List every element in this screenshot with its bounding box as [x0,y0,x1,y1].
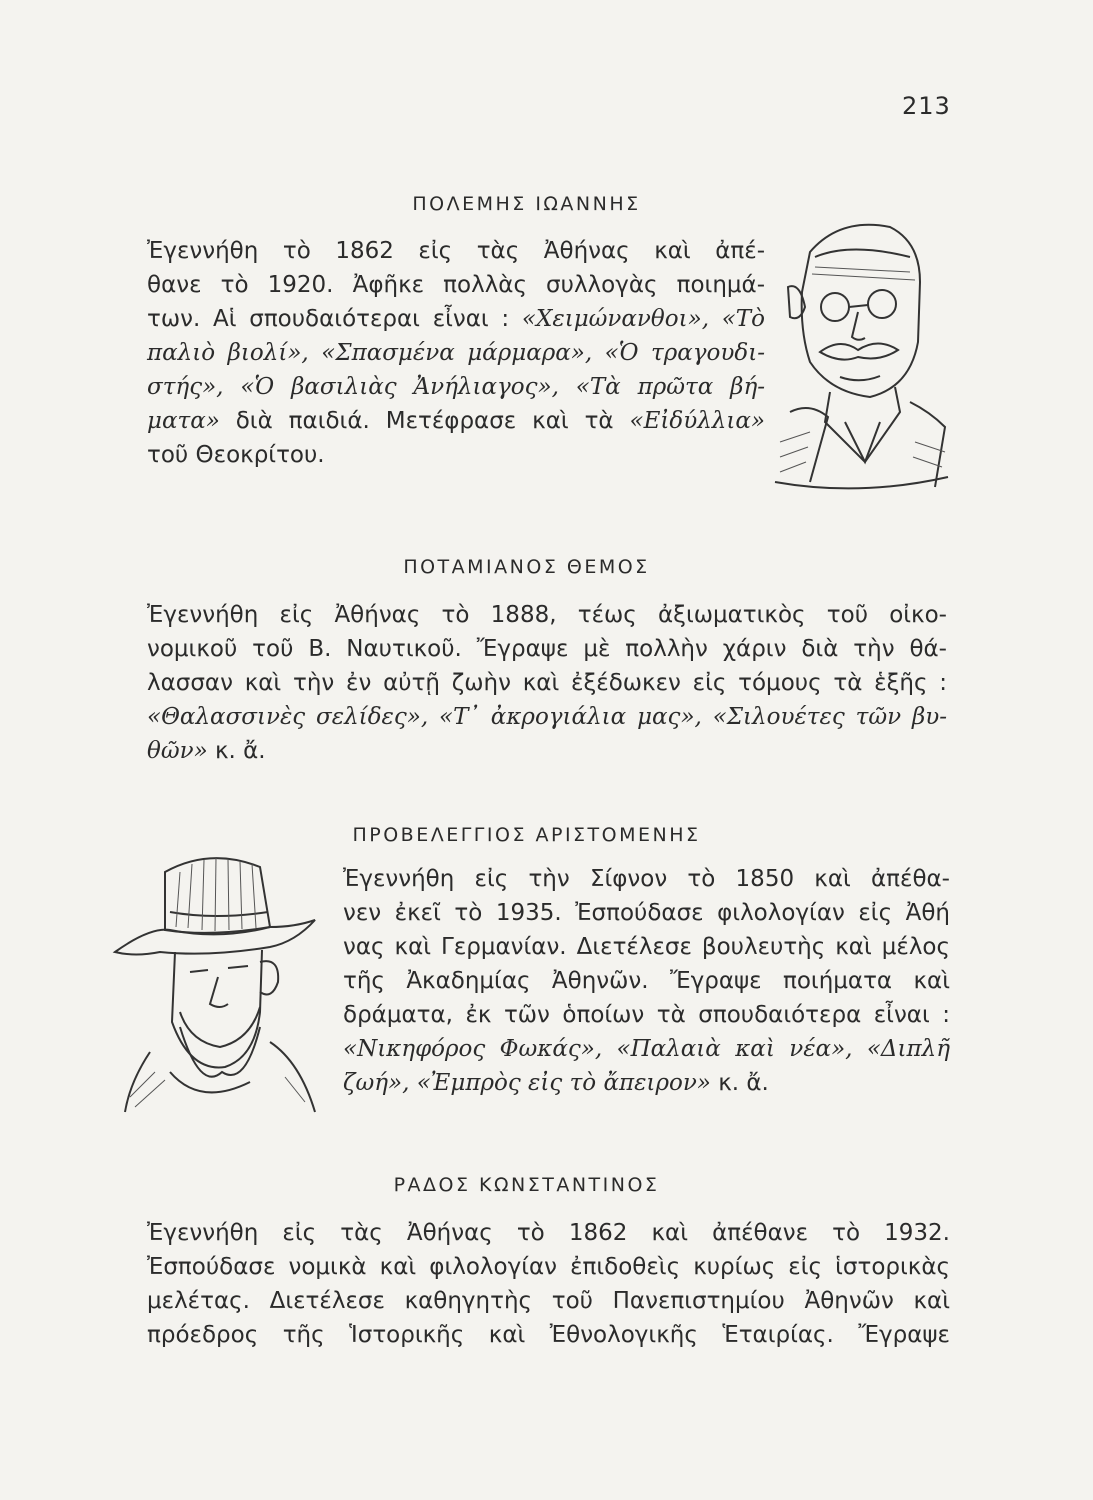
bio-rados [147,1216,950,1352]
heading-provelengios: ΠΡΟΒΕΛΕΓΓΙΟΣ ΑΡΙΣΤΟΜΕΝΗΣ [352,823,701,846]
text-line: πρόεδρος τῆς Ἱστορικῆς καὶ Ἐθνολογικῆς Ἑταιρίας. Ἔγραψε [147,1322,950,1348]
text-line: Ἐγεννήθη εἰς Ἀθήνας τὸ 1888, τέως ἀξιωματικὸς τοῦ οἰκο- [147,602,947,628]
text-line: Ἐγεννήθη εἰς τὴν Σίφνον τὸ 1850 καὶ ἀπέθα- [343,866,950,892]
text-line: παλιὸ βιολί», «Σπασμένα μάρμαρα», «Ὁ τραγουδι- [147,340,765,366]
text-line: δράματα, ἐκ τῶν ὁποίων τὰ σπουδαιότερα εἶναι : [343,1002,950,1028]
page-number: 213 [902,92,951,120]
text-line: Ἐγεννήθη εἰς τὰς Ἀθήνας τὸ 1862 καὶ ἀπέθανε τὸ 1932. [147,1220,950,1246]
heading-potamianos: ΠΟΤΑΜΙΑΝΟΣ ΘΕΜΟΣ [403,555,650,578]
text-line: νας καὶ Γερμανίαν. Διετέλεσε βουλευτὴς καὶ μέλος [343,934,950,960]
portrait-provelengios-icon [110,842,320,1117]
text-line: θανε τὸ 1920. Ἀφῆκε πολλὰς συλλογὰς ποιημά- [147,272,765,298]
text-line: «Νικηφόρος Φωκάς», «Παλαιὰ καὶ νέα», «Διπλῆ [343,1036,950,1062]
text-line: «Θαλασσινὲς σελίδες», «Τ᾽ ἀκρογιάλια μας», «Σιλουέτες τῶν βυ- [147,704,947,730]
bio-provelengios [343,862,950,1100]
portrait-polemis-icon [770,212,950,492]
bio-potamianos [147,598,947,768]
text-line: μελέτας. Διετέλεσε καθηγητὴς τοῦ Πανεπιστημίου Ἀθηνῶν καὶ [147,1288,950,1314]
text-line: νεν ἐκεῖ τὸ 1935. Ἐσπούδασε φιλολογίαν εἰς Ἀθή [343,900,950,926]
text-line: λασσαν καὶ τὴν ἐν αὐτῇ ζωὴν καὶ ἐξέδωκεν εἰς τόμους τὰ ἑξῆς : [147,670,947,696]
bio-polemis [147,234,765,472]
text-line: Ἐγεννήθη τὸ 1862 εἰς τὰς Ἀθήνας καὶ ἀπέ- [147,238,765,264]
text-line: τοῦ Θεοκρίτου. [147,442,325,468]
heading-polemis: ΠΟΛΕΜΗΣ ΙΩΑΝΝΗΣ [412,192,641,215]
text-line: νομικοῦ τοῦ Β. Ναυτικοῦ. Ἔγραψε μὲ πολλὴν χάριν διὰ τὴν θά- [147,636,947,662]
text-line: ζωή», «Ἐμπρὸς εἰς τὸ ἄπειρον» κ. ἄ. [343,1070,769,1096]
text-line: Ἐσπούδασε νομικὰ καὶ φιλολογίαν ἐπιδοθεὶς κυρίως εἰς ἱστορικὰς [147,1254,950,1280]
text-line: τῆς Ἀκαδημίας Ἀθηνῶν. Ἔγραψε ποιήματα καὶ [343,968,950,994]
text-line: στής», «Ὁ βασιλιὰς Ἀνήλιαγος», «Τὰ πρῶτα βή- [147,374,765,400]
text-line: ματα» διὰ παιδιά. Μετέφρασε καὶ τὰ «Εἰδύλλια» [147,408,765,434]
text-line: θῶν» κ. ἄ. [147,738,266,764]
text-line: των. Αἱ σπουδαιότεραι εἶναι : «Χειμώνανθοι», «Τὸ [147,306,765,332]
heading-rados: ΡΑΔΟΣ ΚΩΝΣΤΑΝΤΙΝΟΣ [393,1173,660,1196]
